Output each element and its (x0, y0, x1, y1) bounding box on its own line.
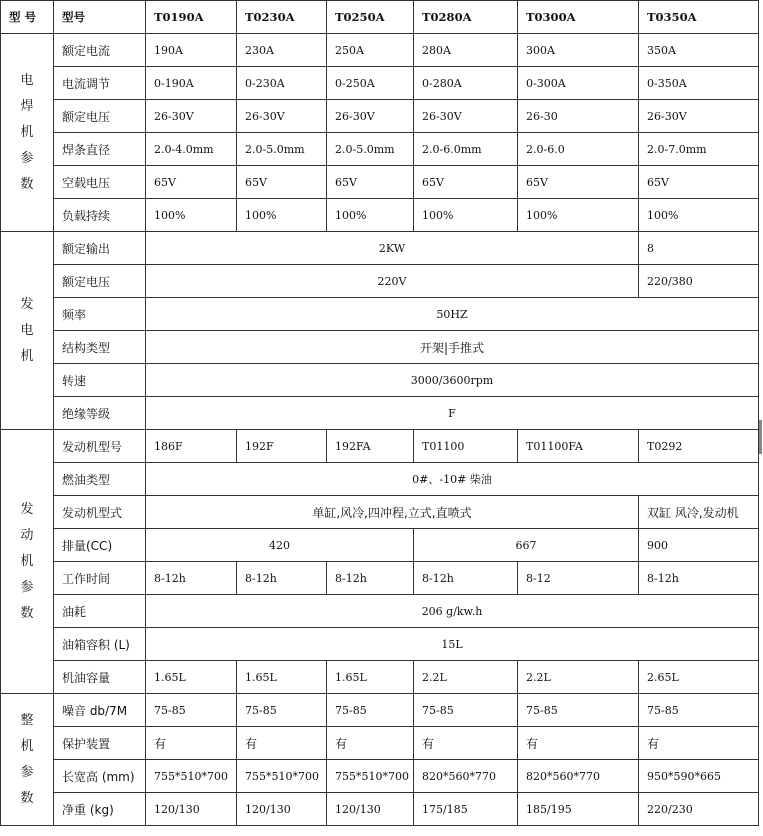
row-label: 发动机型号 (54, 430, 146, 463)
table-row (1, 595, 759, 628)
table-cell: 0-350A (639, 67, 759, 100)
header-label-cell: 型号 (54, 1, 146, 34)
table-cell: 26-30V (146, 100, 237, 133)
table-cell: 26-30V (639, 100, 759, 133)
table-cell: 65V (237, 166, 327, 199)
row-label: 结构类型 (54, 331, 146, 364)
table-cell: 100% (237, 199, 327, 232)
table-cell: 100% (639, 199, 759, 232)
row-label: 空载电压 (54, 166, 146, 199)
table-row (1, 364, 759, 397)
table-row (1, 67, 759, 100)
table-cell: 65V (639, 166, 759, 199)
table-cell: 75-85 (518, 694, 639, 727)
table-cell: 280A (414, 34, 518, 67)
model-header: T0350A (639, 1, 759, 34)
merged-cell: 220V (146, 265, 639, 298)
merged-cell: 0#、-10# 柴油 (146, 463, 759, 496)
table-cell: 300A (518, 34, 639, 67)
merged-cell: 单缸,风冷,四冲程,立式,直喷式 (146, 496, 639, 529)
row-label: 机油容量 (54, 661, 146, 694)
row-label: 额定电压 (54, 265, 146, 298)
table-cell: 8-12h (414, 562, 518, 595)
table-cell: 0-250A (327, 67, 414, 100)
table-cell: 8-12h (237, 562, 327, 595)
table-row (1, 628, 759, 661)
table-row (1, 430, 759, 463)
table-cell: 0-230A (237, 67, 327, 100)
table-cell: 2.2L (414, 661, 518, 694)
table-cell: 755*510*700 (146, 760, 237, 793)
table-row (1, 397, 759, 430)
table-cell: 2.0-6.0mm (414, 133, 518, 166)
table-cell: 900 (639, 529, 759, 562)
table-row (1, 199, 759, 232)
table-cell: 186F (146, 430, 237, 463)
table-cell: 100% (518, 199, 639, 232)
table-cell: T0292 (639, 430, 759, 463)
table-row (1, 694, 759, 727)
table-row (1, 529, 759, 562)
table-cell: 820*560*770 (518, 760, 639, 793)
table-cell: 120/130 (237, 793, 327, 826)
table-cell: 755*510*700 (327, 760, 414, 793)
table-cell: 820*560*770 (414, 760, 518, 793)
table-row (1, 727, 759, 760)
table-cell: 65V (146, 166, 237, 199)
table-cell: 26-30V (414, 100, 518, 133)
row-label: 额定电压 (54, 100, 146, 133)
table-cell: 2.0-4.0mm (146, 133, 237, 166)
table-cell: 有 (146, 727, 237, 760)
row-label: 长宽高 (mm) (54, 760, 146, 793)
table-row (1, 463, 759, 496)
table-cell: 230A (237, 34, 327, 67)
table-cell: 有 (237, 727, 327, 760)
table-cell: 250A (327, 34, 414, 67)
table-row (1, 331, 759, 364)
table-row (1, 298, 759, 331)
group-generator: 发 电 机 (1, 232, 54, 430)
table-cell: T01100FA (518, 430, 639, 463)
model-header: T0250A (327, 1, 414, 34)
table-cell: 100% (414, 199, 518, 232)
table-cell: 65V (414, 166, 518, 199)
table-cell: 0-190A (146, 67, 237, 100)
group-machine: 整 机 参 数 (1, 694, 54, 826)
table-cell: 有 (327, 727, 414, 760)
table-cell: 26-30V (327, 100, 414, 133)
row-label: 焊条直径 (54, 133, 146, 166)
table-row (1, 232, 759, 265)
table-cell: 8-12h (639, 562, 759, 595)
table-cell: 950*590*665 (639, 760, 759, 793)
table-row (1, 661, 759, 694)
table-cell: 2.0-5.0mm (327, 133, 414, 166)
table-cell: 185/195 (518, 793, 639, 826)
table-cell: 1.65L (327, 661, 414, 694)
table-cell: 192FA (327, 430, 414, 463)
table-row (1, 34, 759, 67)
merged-cell: 420 (146, 529, 414, 562)
table-cell: 双缸 风冷,发动机 (639, 496, 759, 529)
table-cell: 75-85 (414, 694, 518, 727)
table-cell: 192F (237, 430, 327, 463)
table-cell: 75-85 (639, 694, 759, 727)
table-row (1, 166, 759, 199)
group-welder: 电 焊 机 参 数 (1, 34, 54, 232)
model-header: T0280A (414, 1, 518, 34)
scrollbar-thumb[interactable] (759, 420, 762, 454)
table-cell: 100% (146, 199, 237, 232)
table-row (1, 133, 759, 166)
table-cell: 1.65L (237, 661, 327, 694)
row-label: 频率 (54, 298, 146, 331)
table-cell: 2.0-7.0mm (639, 133, 759, 166)
table-cell: 26-30V (237, 100, 327, 133)
table-row (1, 760, 759, 793)
table-cell: 8-12 (518, 562, 639, 595)
merged-cell: 50HZ (146, 298, 759, 331)
table-cell: 220/230 (639, 793, 759, 826)
merged-cell: F (146, 397, 759, 430)
table-cell: 120/130 (146, 793, 237, 826)
row-label: 负载持续 (54, 199, 146, 232)
row-label: 保护装置 (54, 727, 146, 760)
model-header: T0300A (518, 1, 639, 34)
table-cell: 2.0-6.0 (518, 133, 639, 166)
model-header: T0190A (146, 1, 237, 34)
table-row (1, 562, 759, 595)
table-cell: 175/185 (414, 793, 518, 826)
table-cell: 755*510*700 (237, 760, 327, 793)
table-cell: 2.65L (639, 661, 759, 694)
merged-cell: 3000/3600rpm (146, 364, 759, 397)
table-cell: 8-12h (146, 562, 237, 595)
row-label: 燃油类型 (54, 463, 146, 496)
table-cell: 75-85 (327, 694, 414, 727)
table-row (1, 265, 759, 298)
merged-cell: 206 g/kw.h (146, 595, 759, 628)
row-label: 发动机型式 (54, 496, 146, 529)
merged-cell: 开架|手推式 (146, 331, 759, 364)
header-row (1, 1, 759, 34)
table-cell: 65V (518, 166, 639, 199)
table-cell: 190A (146, 34, 237, 67)
model-header: T0230A (237, 1, 327, 34)
table-cell: 220/380 (639, 265, 759, 298)
row-label: 排量(CC) (54, 529, 146, 562)
table-cell: 0-300A (518, 67, 639, 100)
row-label: 油耗 (54, 595, 146, 628)
table-row (1, 496, 759, 529)
row-label: 绝缘等级 (54, 397, 146, 430)
merged-cell: 15L (146, 628, 759, 661)
table-cell: 0-280A (414, 67, 518, 100)
header-group-cell: 型 号 (1, 1, 54, 34)
table-row (1, 793, 759, 826)
row-label: 额定电流 (54, 34, 146, 67)
table-cell: 有 (518, 727, 639, 760)
table-cell: 26-30 (518, 100, 639, 133)
table-cell: 8-12h (327, 562, 414, 595)
table-cell: 有 (414, 727, 518, 760)
row-label: 噪音 db/7M (54, 694, 146, 727)
table-cell: 75-85 (237, 694, 327, 727)
table-cell: 75-85 (146, 694, 237, 727)
row-label: 电流调节 (54, 67, 146, 100)
row-label: 转速 (54, 364, 146, 397)
table-cell: 8 (639, 232, 759, 265)
table-cell: 120/130 (327, 793, 414, 826)
row-label: 额定输出 (54, 232, 146, 265)
table-cell: 100% (327, 199, 414, 232)
merged-cell: 667 (414, 529, 639, 562)
table-cell: 有 (639, 727, 759, 760)
table-cell: 1.65L (146, 661, 237, 694)
row-label: 油箱容积 (L) (54, 628, 146, 661)
table-cell: T01100 (414, 430, 518, 463)
table-cell: 65V (327, 166, 414, 199)
merged-cell: 2KW (146, 232, 639, 265)
group-engine: 发 动 机 参 数 (1, 430, 54, 694)
table-cell: 350A (639, 34, 759, 67)
table-cell: 2.0-5.0mm (237, 133, 327, 166)
row-label: 净重 (kg) (54, 793, 146, 826)
table-cell: 2.2L (518, 661, 639, 694)
row-label: 工作时间 (54, 562, 146, 595)
table-row (1, 100, 759, 133)
